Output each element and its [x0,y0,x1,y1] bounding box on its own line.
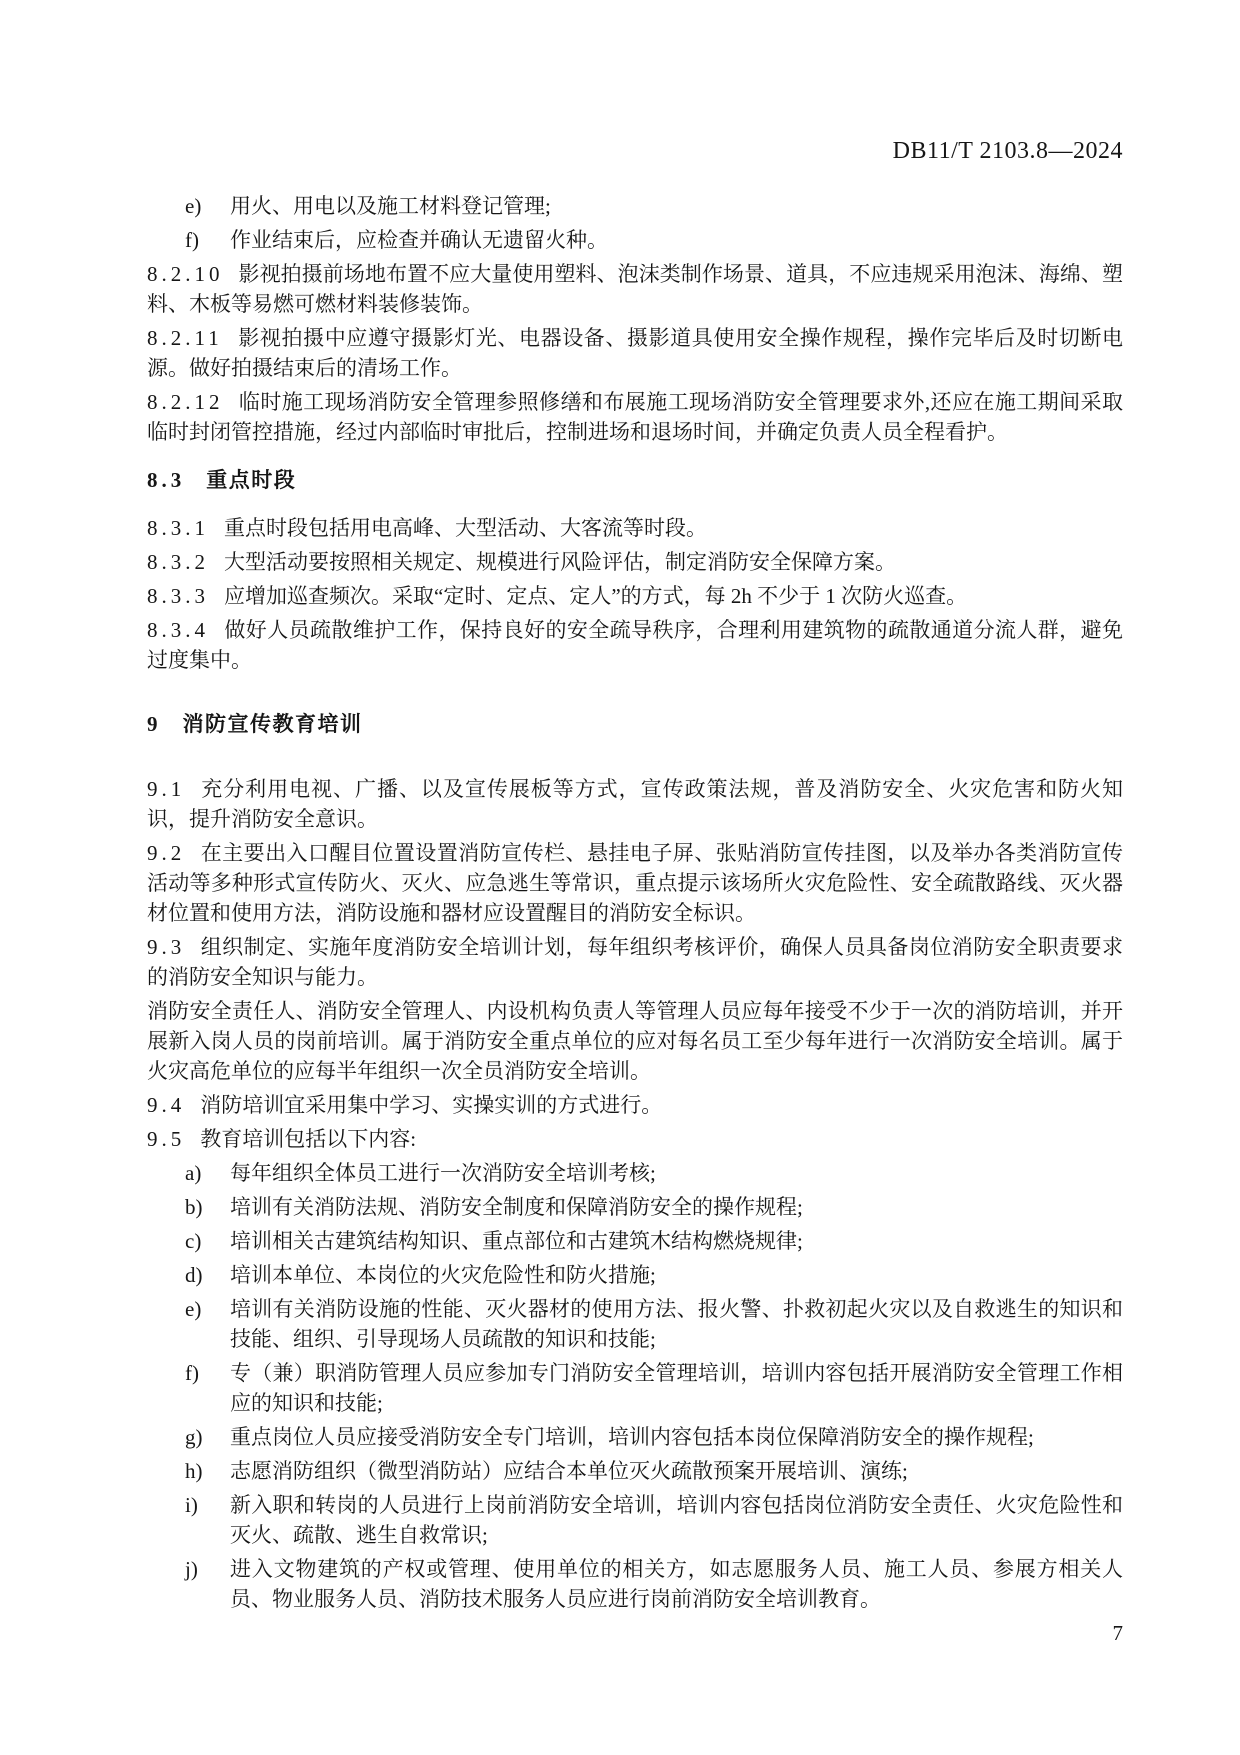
list-item-text: 作业结束后，应检查并确认无遗留火种。 [230,228,608,252]
list-item-text: 每年组织全体员工进行一次消防安全培训考核; [230,1161,656,1185]
clause-text: 在主要出入口醒目位置设置消防宣传栏、悬挂电子屏、张贴消防宣传挂图，以及举办各类消防宣传活动等多种形式宣传防火、灭火、应急逃生等常识，重点提示该场所火灾危险性、安全疏散路线、灭火器材位置和使用方法，消防设施和器材应设置醒目的消防安全标识。 [147,841,1123,925]
clause-text: 组织制定、实施年度消防安全培训计划，每年组织考核评价，确保人员具备岗位消防安全职责要求的消防安全知识与能力。 [147,935,1123,989]
section-title: 消防宣传教育培训 [182,713,363,736]
clause-number: 8.3.4 [147,618,209,642]
clause-number: 9.2 [147,841,186,865]
clause-text: 做好人员疏散维护工作，保持良好的安全疏导秩序，合理利用建筑物的疏散通道分流人群，避免过度集中。 [147,618,1123,672]
list-item [147,1192,1123,1222]
clause-paragraph [147,774,1123,834]
clause-text: 影视拍摄中应遵守摄影灯光、电器设备、摄影道具使用安全操作规程，操作完毕后及时切断电源。做好拍摄结束后的清场工作。 [147,326,1123,380]
list-item-text: 专（兼）职消防管理人员应参加专门消防安全管理培训，培训内容包括开展消防安全管理工作相应的知识和技能; [230,1361,1123,1415]
clause-number: 8.3.1 [147,516,209,540]
list-item-text: 培训相关古建筑结构知识、重点部位和古建筑木结构燃烧规律; [230,1229,803,1253]
list-item [147,1226,1123,1256]
clause-paragraph [147,387,1123,447]
clause-paragraph [147,838,1123,928]
clause-number: 8.2.12 [147,390,224,414]
list-item [147,1456,1123,1486]
clause-text: 应增加巡查频次。采取“定时、定点、定人”的方式，每 2h 不少于 1 次防火巡查。 [224,584,968,608]
list-item-text: 培训本单位、本岗位的火灾危险性和防火措施; [230,1263,656,1287]
clause-text: 教育培训包括以下内容: [200,1127,417,1151]
list-item-marker: i) [185,1493,198,1517]
list-item [147,1358,1123,1418]
list-item-text: 志愿消防组织（微型消防站）应结合本单位灭火疏散预案开展培训、演练; [230,1459,908,1483]
page-number: 7 [1112,1621,1123,1645]
clause-number: 8.3.2 [147,550,209,574]
list-item-marker: f) [185,228,199,252]
clause-paragraph [147,547,1123,577]
list-item-marker: d) [185,1263,203,1287]
list-item-text: 重点岗位人员应接受消防安全专门培训，培训内容包括本岗位保障消防安全的操作规程; [230,1425,1034,1449]
clause-text: 重点时段包括用电高峰、大型活动、大客流等时段。 [224,516,707,540]
paragraph [147,996,1123,1086]
list-item-marker: f) [185,1361,199,1385]
list-item [147,1294,1123,1354]
clause-paragraph [147,932,1123,992]
clause-paragraph [147,1124,1123,1154]
list-item-marker: b) [185,1195,203,1219]
clause-paragraph [147,259,1123,319]
list-item-marker: e) [185,194,202,218]
section-number: 9 [147,712,162,736]
list-item-text: 用火、用电以及施工材料登记管理; [230,194,551,218]
clause-number: 9.3 [147,935,186,959]
list-item [147,1554,1123,1614]
document-body [147,191,1123,1614]
paragraph-text: 消防安全责任人、消防安全管理人、内设机构负责人等管理人员应每年接受不少于一次的消防培训，并开展新入岗人员的岗前培训。属于消防安全重点单位的应对每名员工至少每年进行一次消防安全培训。属于火灾高危单位的应每半年组织一次全员消防安全培训。 [147,999,1123,1083]
clause-text: 消防培训宜采用集中学习、实操实训的方式进行。 [200,1093,663,1117]
clause-number: 8.2.11 [147,326,223,350]
clause-paragraph [147,323,1123,383]
list-item [147,191,1123,221]
running-head-doc-code: DB11/T 2103.8—2024 [892,138,1123,164]
list-item-marker: a) [185,1161,202,1185]
list-item [147,1490,1123,1550]
clause-text: 影视拍摄前场地布置不应大量使用塑料、泡沫类制作场景、道具，不应违规采用泡沫、海绵、塑料、木板等易燃可燃材料装修装饰。 [147,262,1123,316]
list-item-text: 进入文物建筑的产权或管理、使用单位的相关方，如志愿服务人员、施工人员、参展方相关人员、物业服务人员、消防技术服务人员应进行岗前消防安全培训教育。 [230,1557,1123,1611]
list-item [147,225,1123,255]
list-item [147,1422,1123,1452]
list-item-marker: h) [185,1459,203,1483]
clause-number: 9.5 [147,1127,186,1151]
list-item-text: 培训有关消防设施的性能、灭火器材的使用方法、报火警、扑救初起火灾以及自救逃生的知识和技能、组织、引导现场人员疏散的知识和技能; [230,1297,1123,1351]
clause-text: 充分利用电视、广播、以及宣传展板等方式，宣传政策法规，普及消防安全、火灾危害和防火知识，提升消防安全意识。 [147,777,1123,831]
clause-number: 9.4 [147,1093,186,1117]
clause-paragraph [147,615,1123,675]
list-item-marker: e) [185,1297,202,1321]
list-item [147,1260,1123,1290]
clause-number: 9.1 [147,777,186,801]
list-item-text: 培训有关消防法规、消防安全制度和保障消防安全的操作规程; [230,1195,803,1219]
list-item-marker: g) [185,1425,203,1449]
clause-text: 大型活动要按照相关规定、规模进行风险评估，制定消防安全保障方案。 [224,550,896,574]
section-heading [147,465,1123,496]
list-item-text: 新入职和转岗的人员进行上岗前消防安全培训，培训内容包括岗位消防安全责任、火灾危险性和灭火、疏散、逃生自救常识; [230,1493,1123,1547]
list-item-marker: j) [185,1557,198,1581]
section-title: 重点时段 [206,469,297,492]
section-heading [147,709,1123,740]
clause-number: 8.3.3 [147,584,209,608]
clause-paragraph [147,581,1123,611]
list-item-marker: c) [185,1229,202,1253]
clause-paragraph [147,513,1123,543]
clause-number: 8.2.10 [147,262,224,286]
list-item [147,1158,1123,1188]
clause-paragraph [147,1090,1123,1120]
clause-text: 临时施工现场消防安全管理参照修缮和布展施工现场消防安全管理要求外,还应在施工期间采取临时封闭管控措施，经过内部临时审批后，控制进场和退场时间，并确定负责人员全程看护。 [147,390,1123,444]
section-number: 8.3 [147,468,186,492]
